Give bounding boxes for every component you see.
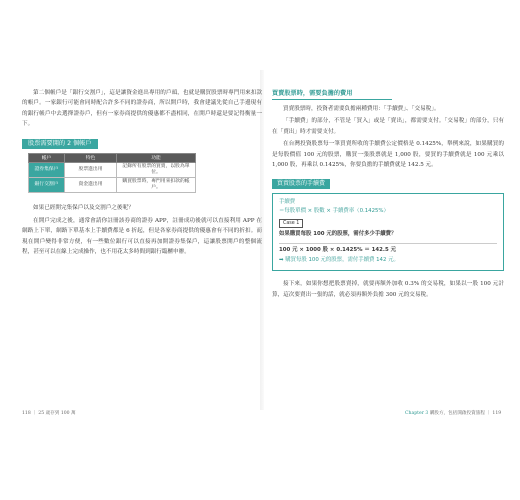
formula-line-2: ＝每股單價 × 股數 × 手續費率（0.1425%） <box>279 208 389 215</box>
formula-line-1: 手續費 <box>279 199 296 206</box>
accounts-tag: 股票需要開的 2 個帳戶 <box>22 139 98 149</box>
case-badge: Case 1 <box>279 219 303 228</box>
left-page <box>22 88 262 418</box>
fees-section-heading: 買賣股票時，需要負擔的費用 <box>272 88 392 100</box>
table-cell-feature: 資金進出用 <box>65 178 117 193</box>
table-cell-function: 記錄所有股票的買賣，以股為單位。 <box>117 162 196 177</box>
right-paragraph-2: 「手續費」的部分，不管是「買入」或是「賣出」，都需要支付。「交易稅」的部分，只有在「賣出」時才需要支付。 <box>272 118 504 135</box>
table-cell-account: 銀行交割戶 <box>29 178 65 193</box>
table-row <box>29 178 196 193</box>
left-paragraph-1: 第二個帳戶是「銀行交割戶」，這是讓資金進出專用的戶頭，也就是購買股票時專門用來扣款的帳戶。一家銀行可能會同時配合許多不同的證券商，所以開戶時，我會建議先從自己手邊現有的銀行帳戶中去選擇證券戶，但有一家券商提供的優惠都不盡相同，在開戶時還是要記得衡量一下。 <box>22 90 262 128</box>
right-folio <box>405 410 501 416</box>
table-cell-function: 購買股票時，專門用來扣款的帳戶。 <box>117 178 196 193</box>
fee-box <box>272 193 504 271</box>
right-paragraph-1: 買賣股票時，投資者需要負擔兩種費用：「手續費」、「交易稅」。 <box>283 106 440 112</box>
table-cell-account: 證券集保戶 <box>29 162 65 177</box>
folio-chapter: Chapter 3 <box>405 411 429 416</box>
right-paragraph-3: 在台灣投資股票每一筆買賣所收的手續費公定價格是 0.1425%，舉例來說，如果購買的是每股價值 100 元的股票，購買一張股票就是 1,000 股，要買的手續費就是 100 元乘以 1,000 股，再乘以 0.1425%，你要負擔的手續費就是 142.5 元。 <box>272 141 504 169</box>
case-question: 如果購買每股 100 元的股票，需付多少手續費？ <box>279 231 397 238</box>
left-paragraph-2: 如果已經開完集保戶以及交割戶之後呢？ <box>33 205 134 212</box>
case-calculation: 100 元 × 1000 股 × 0.1425% ＝ 142.5 元 <box>279 243 497 255</box>
accounts-table <box>28 153 196 194</box>
table-header-account: 帳戶 <box>29 153 65 162</box>
left-folio: 118 ｜ 25 歲存到 100 萬 <box>22 411 76 416</box>
table-header-feature: 特色 <box>65 153 117 162</box>
case-answer: ➡ 購買每股 100 元的股票，需付手續費 142 元。 <box>279 257 399 264</box>
fee-box-title: 買賣股票的手續費 <box>272 179 330 189</box>
table-cell-feature: 股票進出用 <box>65 162 117 177</box>
right-paragraph-4: 接下來，如果你想把股票賣掉，就要再額外加收 0.3% 的交易稅，如果以一股 100 元計算，這次要賣出一張的話，就必須再額外負擔 300 元的交易稅。 <box>272 281 504 298</box>
table-header-function: 功能 <box>117 153 196 162</box>
right-page <box>272 88 504 418</box>
table-header-row <box>29 153 196 162</box>
table-row <box>29 162 196 177</box>
left-paragraph-3: 在開戶完成之後，通常會請你註冊該券商的證券 APP，註冊成功後就可以直接利用 APP 在網路上下單，網路下單基本上手續費都是 6 折起，但是各家券商提供的優惠會有不同的折扣。而現在開戶變得非常方便，有一些數位銀行可以直接再加開證券集保戶，這讓股票開戶的整個流程，甚至可以在線上完成操作，也不用花太多時間到銀行臨櫃申辦。 <box>22 217 262 256</box>
folio-text: 購股方，包括開啟投資旅程 ｜ 119 <box>429 411 502 416</box>
